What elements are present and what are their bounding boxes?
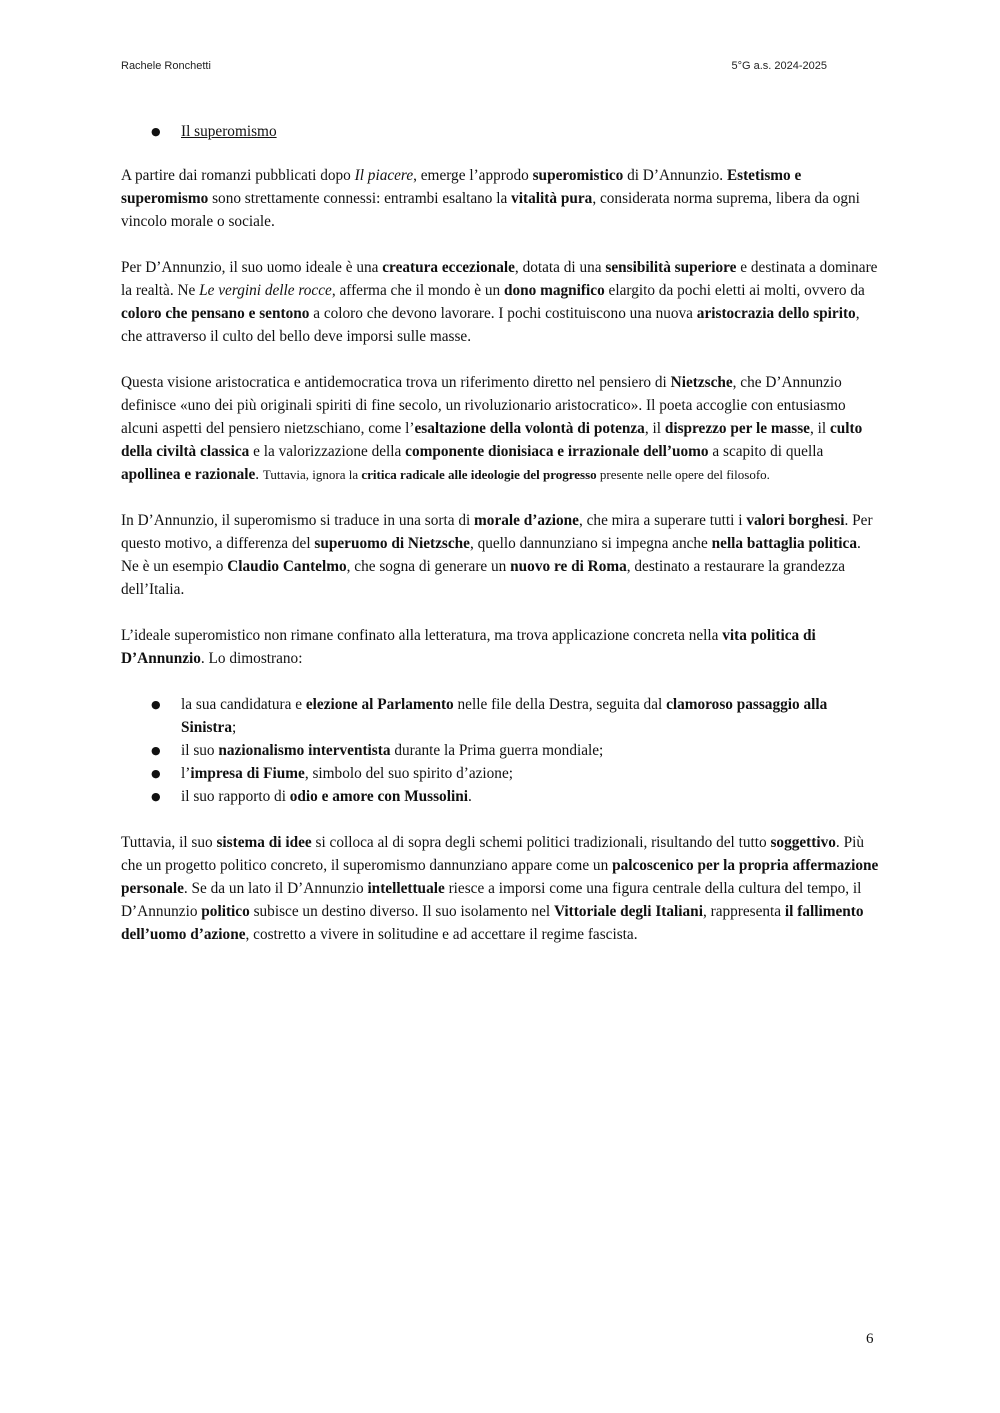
document-body	[121, 120, 881, 969]
section-heading-item	[121, 120, 881, 143]
bullet-icon: ●	[151, 767, 161, 780]
bullet-list	[121, 693, 881, 808]
section-heading	[121, 120, 881, 143]
page-header	[121, 60, 827, 72]
bullet-icon: ●	[151, 790, 161, 803]
paragraph-3: Questa visione aristocratica e antidemocratica trova un riferimento diretto nel pensiero di Nietzsche, che D’Annunzio definisce «uno dei più originali spiriti di fine secolo, un rivoluzionario aristocratico». Il poeta accoglie con entusiasmo alcuni aspetti del pensiero nietzschiano, come l’esaltazione della volontà di potenza, il disprezzo per le masse, il culto della civiltà classica e la valorizzazione della componente dionisiaca e irrazionale dell’uomo a scapito di quella apollinea e razionale. Tuttavia, ignora la critica radicale alle ideologie del progresso presente nelle opere del filosofo.	[121, 374, 863, 483]
list-item: ● l’impresa di Fiume, simbolo del suo spirito d’azione;	[121, 762, 881, 785]
paragraph-2: Per D’Annunzio, il suo uomo ideale è una creatura eccezionale, dotata di una sensibilità superiore e destinata a dominare la realtà. Ne Le vergini delle rocce, afferma che il mondo è un dono magnifico elargito da pochi eletti ai molti, ovvero da coloro che pensano e sentono a coloro che devono lavorare. I pochi costituiscono una nuova aristocrazia dello spirito, che attraverso il culto del bello deve imporsi sulle masse.	[121, 259, 878, 345]
bullet-icon: ●	[151, 698, 161, 711]
paragraph-6: Tuttavia, il suo sistema di idee si colloca al di sopra degli schemi politici tradizionali, risultando del tutto soggettivo. Più che un progetto politico concreto, il superomismo dannunziano appare come un palcoscenico per la propria affermazione personale. Se da un lato il D’Annunzio intellettuale riesce a imporsi come una figura centrale della cultura del tempo, il D’Annunzio politico subisce un destino diverso. Il suo isolamento nel Vittoriale degli Italiani, rappresenta il fallimento dell’uomo d’azione, costretto a vivere in solitudine e ad accettare il regime fascista.	[121, 834, 879, 943]
list-item: ● il suo nazionalismo interventista durante la Prima guerra mondiale;	[121, 739, 881, 762]
section-title: Il superomismo	[181, 123, 277, 140]
paragraph-4: In D’Annunzio, il superomismo si traduce in una sorta di morale d’azione, che mira a superare tutti i valori borghesi. Per questo motivo, a differenza del superuomo di Nietzsche, quello dannunziano si impegna anche nella battaglia politica. Ne è un esempio Claudio Cantelmo, che sogna di generare un nuovo re di Roma, destinato a restaurare la grandezza dell’Italia.	[121, 512, 873, 598]
class-year: 5°G a.s. 2024-2025	[731, 60, 827, 72]
paragraph-5: L’ideale superomistico non rimane confinato alla letteratura, ma trova applicazione concreta nella vita politica di D’Annunzio. Lo dimostrano:	[121, 627, 816, 667]
bullet-icon: ●	[151, 744, 161, 757]
author-name: Rachele Ronchetti	[121, 60, 211, 72]
list-item: ● la sua candidatura e elezione al Parlamento nelle file della Destra, seguita dal clamoroso passaggio alla Sinistra;	[121, 693, 881, 739]
list-item: ● il suo rapporto di odio e amore con Mussolini.	[121, 785, 881, 808]
bullet-icon: ●	[151, 125, 161, 138]
page-number: 6	[866, 1331, 874, 1347]
paragraph-1: A partire dai romanzi pubblicati dopo Il piacere, emerge l’approdo superomistico di D’Annunzio. Estetismo e superomismo sono strettamente connessi: entrambi esaltano la vitalità pura, considerata norma suprema, libera da ogni vincolo morale o sociale.	[121, 167, 860, 230]
